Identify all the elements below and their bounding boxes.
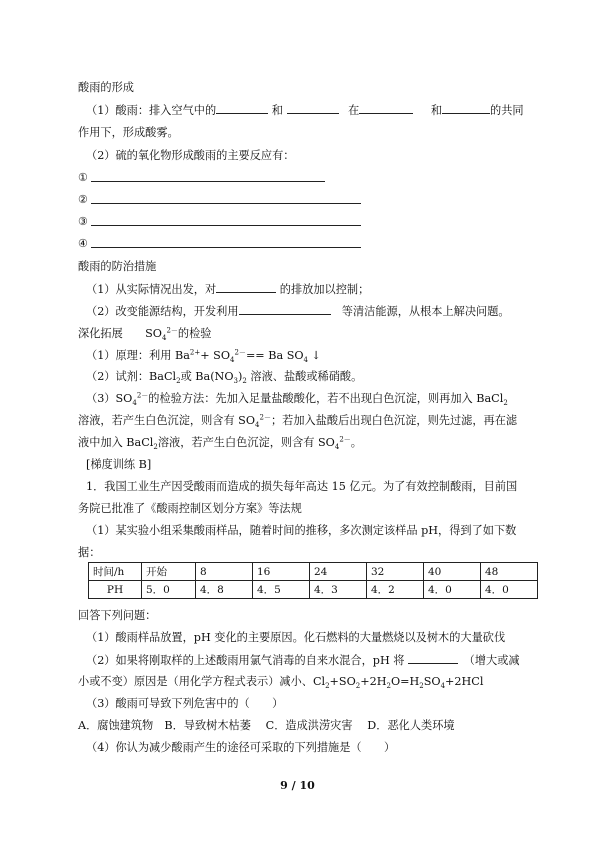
page-number: 9 / 10 — [280, 779, 315, 792]
answer-3-options: A．腐蚀建筑物 B．导致树木枯萎 C．造成洪涝灾害 D．恶化人类环境 — [78, 719, 455, 732]
blank — [216, 281, 276, 293]
question-1-part-1-cont: 据： — [78, 546, 101, 559]
extension-item-3-cont: 溶液，若产生白色沉淀，则含有 $SO_4^{2-}$；若加入盐酸后出现白色沉淀，则先过滤，再在滤 — [78, 413, 518, 430]
table-cell: 40 — [424, 563, 481, 581]
table-cell: 4．0 — [424, 581, 481, 599]
table-cell: 5．0 — [142, 581, 196, 599]
answer-line — [91, 181, 325, 182]
answer-3: （3）酸雨可导致下列危害中的（ ） — [86, 697, 284, 710]
blank — [442, 102, 490, 114]
prevention-item-2: （2）改变能源结构，开发利用 等清洁能源，从根本上解决问题。 — [86, 305, 510, 318]
answer-prompt: 回答下列问题： — [78, 609, 157, 622]
answer-4: （4）你认为减少酸雨产生的途径可采取的下列措施是（ ） — [86, 741, 396, 754]
extension-item-1: （1）原理：利用 $Ba^{2+}+ SO_4^{2-}== Ba$ $SO_4$ ↓ — [86, 348, 321, 365]
table-cell: 4．5 — [253, 581, 310, 599]
answer-line — [91, 225, 361, 226]
blank — [216, 102, 268, 114]
table-cell: 16 — [253, 563, 310, 581]
answer-2: （2）如果将刚取样的上述酸雨用氯气消毒的自来水混合，pH 将 （增大或减 — [86, 654, 520, 667]
exercise-tag: [梯度训练 B] — [86, 458, 152, 471]
table-cell: 开始 — [142, 563, 196, 581]
answer-line — [91, 203, 361, 204]
reaction-marker-4: ④ — [78, 237, 89, 250]
table-cell: 32 — [367, 563, 424, 581]
section-title-formation: 酸雨的形成 — [78, 81, 134, 94]
ph-table — [88, 562, 538, 599]
blank — [359, 102, 413, 114]
table-cell: 8 — [196, 563, 253, 581]
reaction-marker-2: ② — [78, 193, 89, 206]
formation-item-1: （1）酸雨：排入空气中的 和 在 和 的共同 — [86, 104, 524, 117]
table-row — [89, 581, 538, 599]
section-title-extension: 深化拓展 $SO_4^{2-}$的检验 — [78, 326, 212, 343]
question-1: 1．我国工业生产因受酸雨而造成的损失每年高达 15 亿元。为了有效控制酸雨，目前国 — [86, 480, 518, 493]
reaction-marker-3: ③ — [78, 215, 89, 228]
table-row — [89, 563, 538, 581]
table-cell: 24 — [310, 563, 367, 581]
answer-2-cont: 小或不变）原因是（用化学方程式表示）减小、$Cl_2+SO_2+2H_2O=H_2SO_4+2HCl$ — [78, 675, 484, 691]
table-cell: PH — [89, 581, 142, 599]
question-1-cont: 务院已批准了《酸雨控制区划分方案》等法规 — [78, 502, 302, 515]
answer-line — [91, 247, 361, 248]
table-cell: 时间/h — [89, 563, 142, 581]
section-title-prevention: 酸雨的防治措施 — [78, 260, 157, 273]
question-1-part-1: （1）某实验小组采集酸雨样品，随着时间的推移，多次测定该样品 pH，得到了如下数 — [86, 524, 517, 537]
table-cell: 4．0 — [481, 581, 538, 599]
blank — [287, 102, 339, 114]
formation-item-2: （2）硫的氧化物形成酸雨的主要反应有： — [86, 149, 295, 162]
extension-item-2: （2）试剂：BaCl$_2$或 $Ba(NO_3)_2$ 溶液、盐酸或稀硝酸。 — [86, 370, 363, 386]
blank — [408, 652, 458, 664]
extension-item-3: $(3)SO_4^{2-}$的检验方法：先加入足量盐酸酸化，若不出现白色沉淀，则再加入 BaCl$_2$ — [86, 391, 508, 408]
table-cell: 4．2 — [367, 581, 424, 599]
extension-item-3-cont2: 液中加入 BaCl$_2$溶液，若产生白色沉淀，则含有 $SO_4^{2-}$。 — [78, 435, 362, 452]
table-cell: 4．3 — [310, 581, 367, 599]
prevention-item-1: （1）从实际情况出发，对 的排放加以控制； — [86, 283, 370, 296]
table-cell: 4．8 — [196, 581, 253, 599]
formation-item-1-cont: 作用下，形成酸雾。 — [78, 126, 179, 139]
reaction-marker-1: ① — [78, 171, 89, 184]
blank — [239, 303, 331, 315]
answer-1: （1）酸雨样品放置，pH 变化的主要原因。化石燃料的大量燃烧以及树木的大量砍伐 — [86, 631, 506, 644]
table-cell: 48 — [481, 563, 538, 581]
